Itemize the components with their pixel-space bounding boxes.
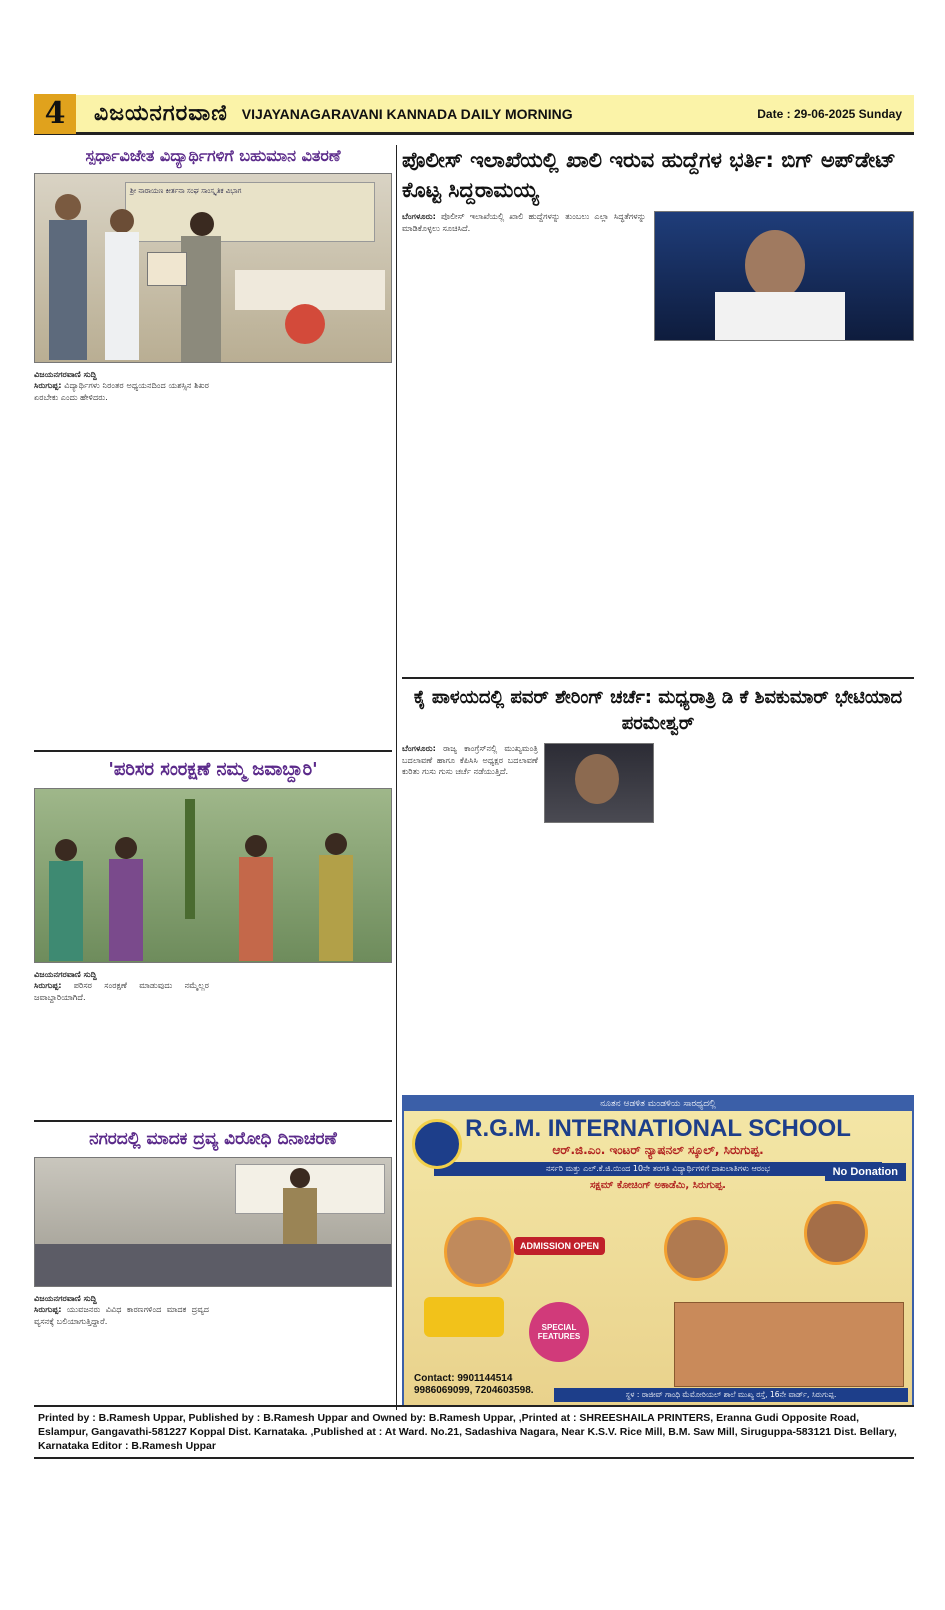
story4-place: ಬೆಂಗಳೂರು: [402, 743, 436, 753]
story2-headline: ಪೊಲೀಸ್ ಇಲಾಖೆಯಲ್ಲಿ ಖಾಲಿ ಇರುವ ಹುದ್ದೆಗಳ ಭರ್ತಿ: ಬಿಗ್ ಅಪ್‌ಡೇಟ್ ಕೊಟ್ಟ ಸಿದ್ದರಾಮಯ್ಯ [402, 148, 896, 202]
story4-lead: ರಾಜ್ಯ ಕಾಂಗ್ರೆಸ್‌ನಲ್ಲಿ ಮುಖ್ಯಮಂತ್ರಿ ಬದಲಾವಣೆ ಹಾಗೂ ಕೆಪಿಸಿಸಿ ಅಧ್ಯಕ್ಷರ ಬದಲಾವಣೆ ಕುರಿತು ಗುಸು ಗುಸು ಚರ್ಚೆ ನಡೆಯುತ್ತಿದೆ. [402, 743, 538, 777]
masthead-title-kannada: ವಿಜಯನಗರವಾಣಿ [94, 101, 228, 126]
story4-photo [544, 743, 654, 823]
story1-headline: ಸ್ಪರ್ಧಾವಿಜೇತ ವಿದ್ಯಾರ್ಥಿಗಳಿಗೆ ಬಹುಮಾನ ವಿತರಣೆ [85, 146, 341, 165]
newspaper-page [34, 95, 914, 1535]
story5-place: ಸಿರುಗುಪ್ಪ: [34, 1304, 62, 1315]
story2-lead: ಪೊಲೀಸ್ ಇಲಾಖೆಯಲ್ಲಿ ಖಾಲಿ ಹುದ್ದೆಗಳನ್ನು ತುಂಬಲು ಎಲ್ಲಾ ಸಿದ್ಧತೆಗಳನ್ನು ಮಾಡಿಕೊಳ್ಳಲು ಸೂಚಿಸಿದೆ. [402, 211, 646, 233]
story4-body [402, 743, 538, 1043]
story3-dateline: ವಿಜಯನಗರವಾಣಿ ಸುದ್ದಿ [34, 968, 97, 979]
story3-headline: 'ಪರಿಸರ ಸಂರಕ್ಷಣೆ ನಮ್ಮ ಜವಾಬ್ದಾರಿ' [108, 758, 318, 780]
school-logo-icon [412, 1119, 462, 1169]
issue-date: Date : 29-06-2025 Sunday [757, 106, 902, 121]
admission-open-badge: ADMISSION OPEN [514, 1237, 605, 1255]
person-head [325, 833, 347, 855]
story2-body [402, 211, 646, 671]
story3-photo [34, 788, 392, 963]
story1-photo [34, 173, 392, 363]
person-body [105, 232, 139, 360]
section-rule [34, 1120, 392, 1122]
masthead [34, 95, 914, 135]
ad-portrait [804, 1201, 868, 1265]
story3-lead: ಪರಿಸರ ಸಂರಕ್ಷಣೆ ಮಾಡುವುದು ನಮ್ಮೆಲ್ಲರ ಜವಾಬ್ದಾರಿಯಾಗಿದೆ. [34, 980, 209, 1003]
right-column [402, 145, 914, 1043]
ad-admission-band: ನರ್ಸರಿ ಮತ್ತು ಎಲ್.ಕೆ.ಜಿ.ಯಿಂದ 10ನೇ ತರಗತಿ ವಿದ್ಯಾರ್ಥಿಗಳಿಗೆ ದಾಖಲಾತಿಗಳು ಆರಂಭ [434, 1162, 882, 1176]
person-head [745, 230, 805, 300]
section-rule [402, 677, 914, 679]
story1-place: ಸಿರುಗುಪ್ಪ: [34, 380, 62, 391]
no-donation-badge: No Donation [825, 1163, 906, 1181]
section-rule [34, 750, 392, 752]
imprint-footer: Printed by : B.Ramesh Uppar, Published by : B.Ramesh Uppar and Owned by: B.Ramesh Uppar, ,Printed at : SHREESHAILA PRINTERS, Eranna Gudi Opposite Road, Eslampur, Gangavathi-581227 Koppal Dist. Karnataka. ,Published at : At Ward. No.21, Sadashiva Nagara, Near K.S.V. Rice Mill, B.M. Saw Mill, Siruguppa-583121 Dist. Bellary, Karnataka Editor : B.Ramesh Uppar [34, 1405, 914, 1459]
person-head [575, 754, 619, 804]
page-number: 4 [34, 94, 76, 134]
ad-portrait [444, 1217, 514, 1287]
person-head [190, 212, 214, 236]
flower-pot [285, 304, 325, 344]
ad-contact: Contact: 9901144514 9986069099, 7204603598. [414, 1373, 534, 1396]
masthead-title-english: VIJAYANAGARAVANI KANNADA DAILY MORNING [241, 105, 573, 122]
story4-body-cont [662, 743, 914, 1043]
person-body [181, 236, 221, 362]
person-body [109, 859, 143, 961]
school-advertisement [402, 1095, 914, 1407]
left-column [34, 145, 392, 1438]
story1-dateline: ವಿಜಯನಗರವಾಣಿ ಸುದ್ದಿ [34, 368, 97, 379]
sapling [185, 799, 195, 919]
person-head [110, 209, 134, 233]
ad-school-name-kannada: ಆರ್.ಜಿ.ಎಂ. ಇಂಟರ್ ನ್ಯಾಷನಲ್ ಸ್ಕೂಲ್, ಸಿರುಗುಪ್ಪ. [552, 1143, 764, 1157]
person-head [115, 837, 137, 859]
story4-headline: ಕೈ ಪಾಳಯದಲ್ಲಿ ಪವರ್ ಶೇರಿಂಗ್ ಚರ್ಚೆ: ಮಧ್ಯರಾತ್ರಿ ಡಿ ಕೆ ಶಿವಕುಮಾರ್ ಭೇಟಿಯಾದ ಪರಮೇಶ್ವರ್ [413, 687, 903, 734]
story1-body [34, 369, 392, 744]
ad-top-line: ನೂತನ ಆಡಳಿತ ಮಂಡಳಿಯ ಸಾರಥ್ಯದಲ್ಲಿ [404, 1097, 912, 1111]
person-body [49, 861, 83, 961]
person-head [245, 835, 267, 857]
special-features-badge: SPECIAL FEATURES [529, 1302, 589, 1362]
audience-table [35, 1244, 392, 1287]
story2-body-cont [654, 347, 914, 669]
ad-school-name: R.G.M. INTERNATIONAL SCHOOL [465, 1115, 851, 1142]
story2-photo [654, 211, 914, 341]
story3-place: ಸಿರುಗುಪ್ಪ: [34, 980, 62, 991]
column-divider [396, 145, 397, 1410]
person-body [715, 292, 845, 341]
story2-place: ಬೆಂಗಳೂರು: [402, 211, 436, 221]
person-body [49, 220, 87, 360]
event-banner: ಶ್ರೀ ನಾರಾಯಣ ಕೀರ್ತನಾ ಸಂಘ ಸಾಂಸ್ಕೃತಿಕ ವಿಭಾಗ [125, 182, 375, 242]
award-frame [147, 252, 187, 286]
person-body [239, 857, 273, 961]
person-head [290, 1168, 310, 1188]
story5-photo [34, 1157, 392, 1287]
ad-address: ಸ್ಥಳ : ರಾಜೀವ್ ಗಾಂಧಿ ಮೆಮೋರಿಯಲ್ ಶಾಲೆ ಮುಖ್ಯ ರಸ್ತೆ, 16ನೇ ವಾರ್ಡ್, ಸಿರುಗುಪ್ಪ. [554, 1388, 908, 1402]
story5-headline: ನಗರದಲ್ಲಿ ಮಾದಕ ದ್ರವ್ಯ ವಿರೋಧಿ ದಿನಾಚರಣೆ [89, 1128, 337, 1149]
story5-lead: ಯುವಜನರು ವಿವಿಧ ಕಾರಣಗಳಿಂದ ಮಾದಕ ದ್ರವ್ಯದ ವ್ಯಸನಕ್ಕೆ ಬಲಿಯಾಗುತ್ತಿದ್ದಾರೆ. [34, 1304, 209, 1327]
person-head [55, 839, 77, 861]
person-head [55, 194, 81, 220]
stage-table [235, 270, 385, 310]
ad-coaching: ಸಕ್ಷಮ್ ಕೋಚಿಂಗ್ ಅಕಾಡೆಮಿ, ಸಿರುಗುಪ್ಪ. [590, 1180, 726, 1191]
story3-body [34, 969, 392, 1114]
story1-lead: ವಿದ್ಯಾರ್ಥಿಗಳು ನಿರಂತರ ಅಧ್ಯಯನದಿಂದ ಯಶಸ್ಸಿನ ಶಿಖರ ಏರಬೇಕು ಎಂದು ಹೇಳಿದರು. [34, 380, 209, 402]
school-building [674, 1302, 904, 1387]
ad-portrait [664, 1217, 728, 1281]
story5-dateline: ವಿಜಯನಗರವಾಣಿ ಸುದ್ದಿ [34, 1292, 97, 1303]
school-bus-icon [424, 1297, 504, 1337]
person-body [319, 855, 353, 961]
